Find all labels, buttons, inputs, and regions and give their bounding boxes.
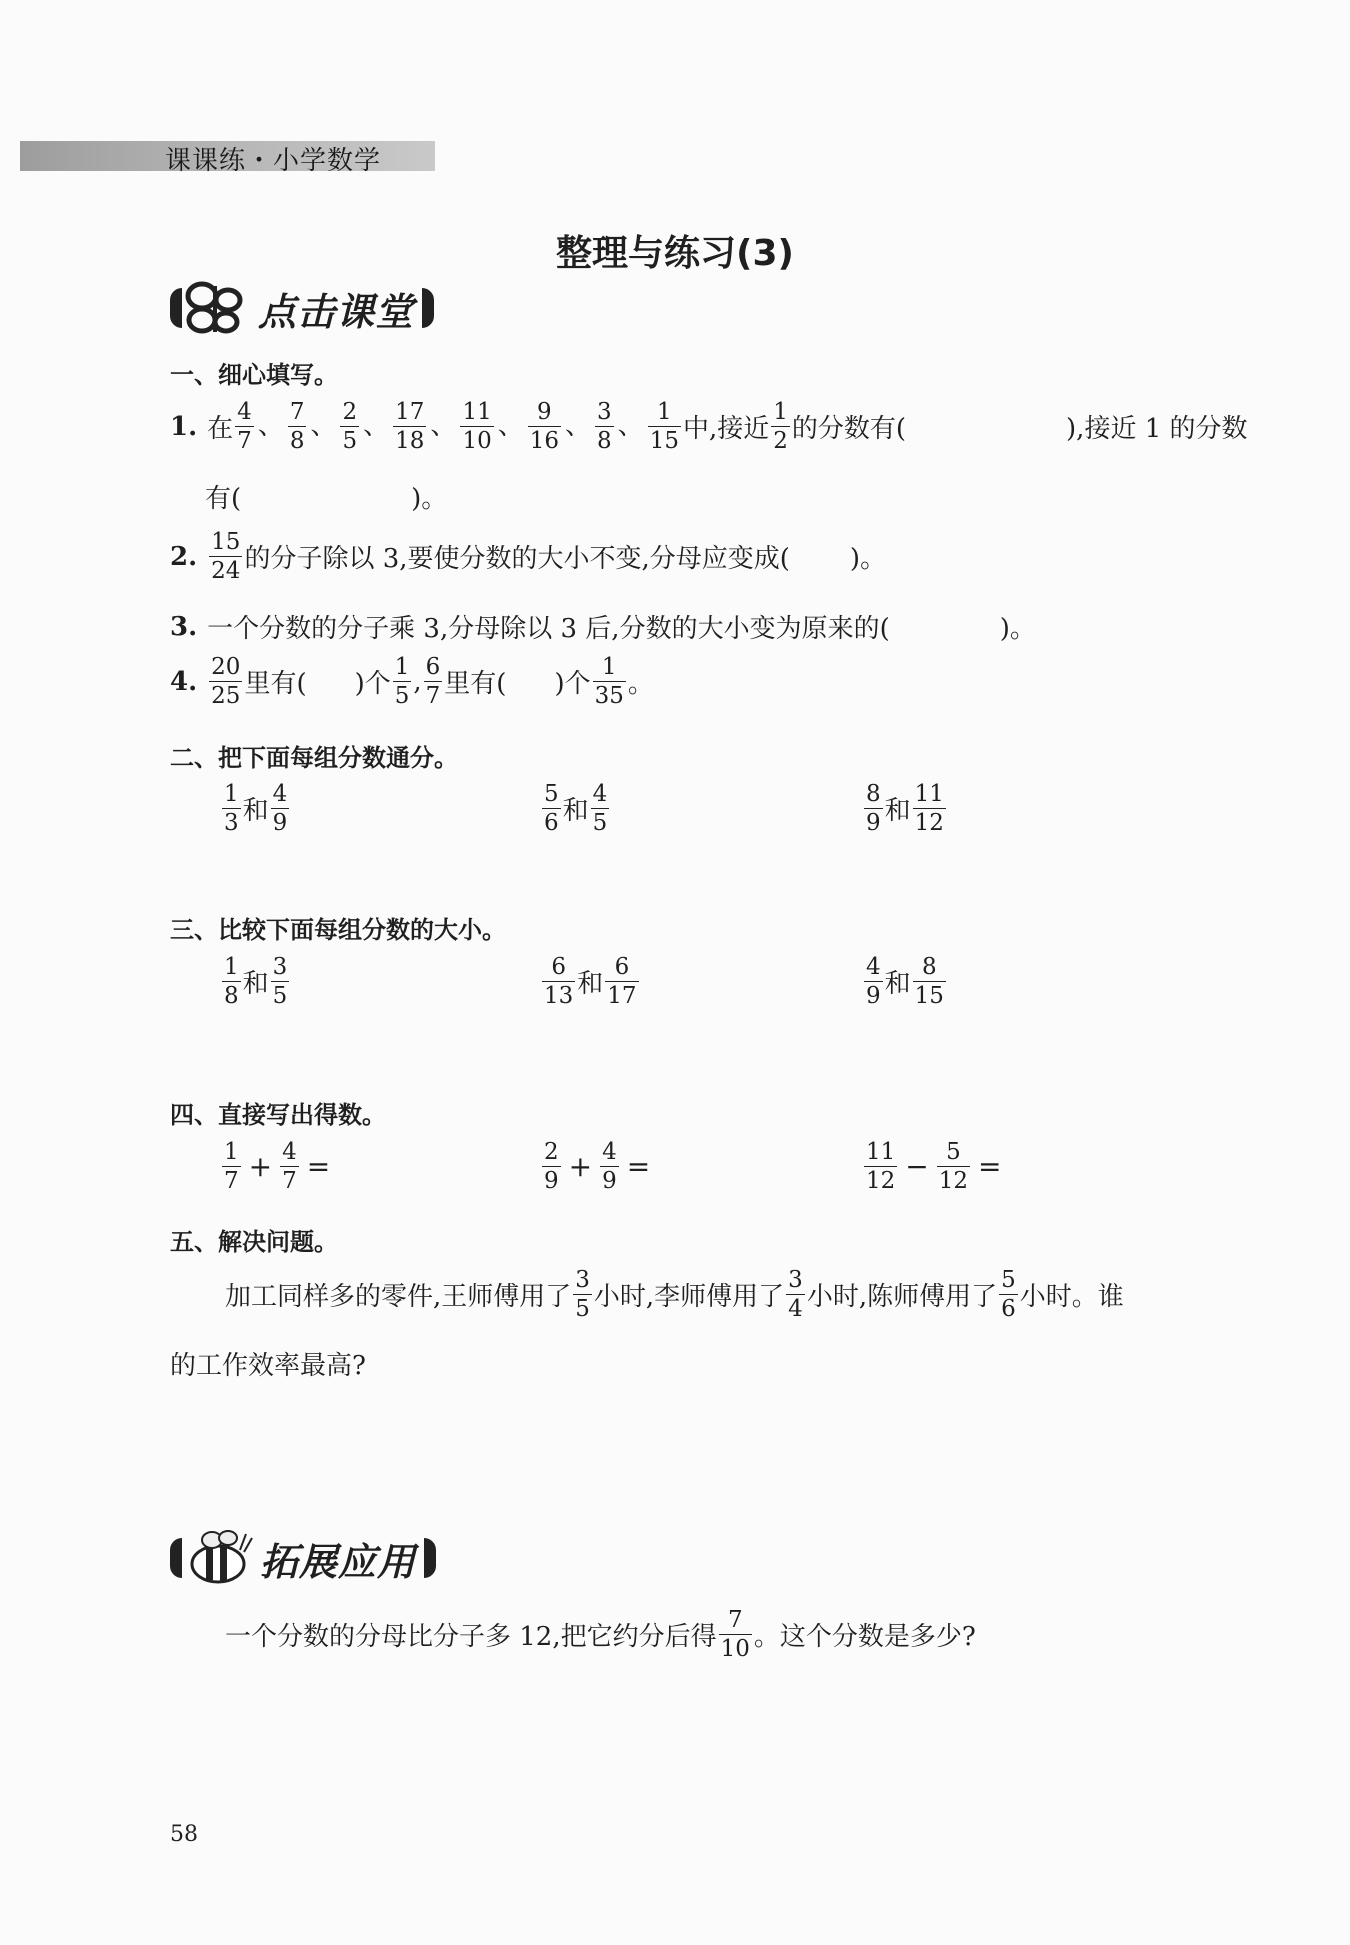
fraction [648, 400, 681, 453]
numerator: 4 [866, 954, 881, 980]
numerator: 1 [224, 781, 239, 807]
banner-right-bracket [424, 1538, 436, 1578]
q1-after-half: 的分数有( [791, 414, 907, 445]
joiner-text: 和 [242, 796, 269, 827]
fraction [864, 1140, 897, 1193]
numerator: 17 [395, 399, 425, 425]
numerator: 6 [551, 954, 566, 980]
q2-number: 2. [170, 541, 198, 572]
fraction-pair [220, 782, 291, 835]
denominator: 16 [529, 428, 560, 455]
section-banner-extension [170, 1530, 436, 1586]
joiner-text: 和 [884, 969, 911, 1000]
fraction-pair [220, 955, 291, 1008]
extension-problem [225, 1608, 976, 1661]
problem-text [225, 1268, 1124, 1321]
separator: 、 [565, 410, 592, 441]
denominator: 12 [914, 810, 944, 837]
denominator: 7 [282, 1168, 297, 1195]
denominator: 9 [866, 983, 881, 1010]
question-3 [170, 608, 1036, 645]
denominator: 9 [602, 1168, 617, 1195]
q2-text: 的分子除以 3,要使分数的大小不变,分母应变成( [244, 544, 790, 575]
fraction: $\frac{7}{10}$ [720, 1607, 750, 1663]
problem-text-line2: 的工作效率最高? [170, 1351, 366, 1381]
fraction: $\frac{6}{7}$ [425, 654, 441, 710]
denominator: 13 [544, 983, 574, 1010]
fraction-pair [862, 955, 948, 1008]
q4-text: , [413, 666, 422, 697]
denominator: 6 [544, 810, 559, 837]
joiner-text: 和 [577, 969, 604, 1000]
denominator: 12 [866, 1168, 896, 1195]
part5-heading: 五、解决问题。 [170, 1228, 338, 1256]
numerator: 4 [592, 781, 608, 807]
q1-close1: ),接近 1 的分数 [1066, 414, 1248, 445]
fraction [222, 955, 241, 1008]
part3-heading: 三、比较下面每组分数的大小。 [170, 916, 506, 944]
denominator: 9 [272, 810, 288, 837]
fraction [864, 955, 883, 1008]
fraction [605, 955, 638, 1008]
fraction-pair [862, 782, 948, 835]
fraction [913, 955, 946, 1008]
denominator: 7 [237, 428, 252, 455]
denominator: 9 [866, 810, 881, 837]
problem-text-part: 。这个分数是多少? [753, 1622, 976, 1653]
denominator: 15 [649, 428, 679, 455]
fraction [542, 782, 561, 835]
banner-title: 点击课堂 [258, 289, 415, 334]
fraction [222, 1140, 241, 1193]
numerator: 8 [921, 954, 937, 980]
fraction [542, 1140, 561, 1193]
question-4 [170, 655, 654, 708]
fraction: $\frac{3}{5}$ [575, 1267, 590, 1323]
q3-text: 一个分数的分子乘 3,分母除以 3 后,分数的大小变为原来的( [207, 614, 890, 644]
q3-end: )。 [999, 614, 1036, 644]
fraction [528, 400, 561, 453]
numerator: 4 [237, 399, 252, 425]
numerator: 3 [597, 399, 612, 425]
operator: + [248, 1150, 273, 1184]
fraction [222, 782, 241, 835]
separator: 、 [430, 410, 457, 441]
q1-line2-end: )。 [411, 484, 448, 514]
numerator: 3 [272, 954, 288, 980]
numerator: 1 [224, 954, 239, 980]
numerator: 4 [272, 781, 288, 807]
fraction [280, 1140, 299, 1193]
fraction: $\frac{20}{25}$ [211, 654, 241, 710]
fraction [937, 1140, 970, 1193]
fraction: $\frac{1}{5}$ [394, 654, 410, 710]
fraction-pair [540, 782, 611, 835]
denominator: 10 [462, 428, 492, 455]
calculation-item [220, 1140, 336, 1193]
problem-text-part: 一个分数的分母比分子多 12,把它约分后得 [225, 1622, 717, 1653]
numerator: 4 [602, 1139, 617, 1165]
numerator: 5 [946, 1139, 961, 1165]
series-header: 课课练・小学数学 [165, 146, 382, 176]
numerator: 5 [544, 781, 559, 807]
denominator: 18 [395, 428, 425, 455]
q4-text: 。 [627, 669, 654, 700]
denominator: 5 [342, 428, 358, 455]
operator: + [568, 1150, 593, 1184]
banner-right-bracket [422, 288, 434, 328]
numerator: 8 [866, 781, 881, 807]
denominator: 5 [592, 810, 608, 837]
denominator: 8 [597, 428, 612, 455]
numerator: 6 [614, 954, 630, 980]
q4-text: )个 [354, 669, 391, 700]
joiner-text: 和 [562, 796, 589, 827]
numerator: 2 [342, 399, 358, 425]
banner-left-bracket [170, 1538, 182, 1578]
fraction [288, 400, 307, 453]
joiner-text: 和 [884, 796, 911, 827]
fraction-one-half: $\frac{1}{2}$ [773, 399, 788, 455]
fraction [591, 782, 610, 835]
fraction: $\frac{5}{6}$ [1001, 1267, 1016, 1323]
fraction [235, 400, 254, 453]
fraction [271, 782, 290, 835]
numerator: 11 [866, 1139, 896, 1165]
denominator: 8 [289, 428, 305, 455]
question-1 [170, 400, 1248, 453]
separator: 、 [617, 410, 644, 441]
problem-text-part: 小时,李师傅用了 [593, 1282, 785, 1313]
numerator: 9 [537, 399, 552, 425]
equals-sign: = [306, 1150, 331, 1184]
question-1-line2 [205, 478, 447, 515]
denominator: 17 [607, 983, 637, 1010]
butterfly-icon [182, 278, 252, 338]
fraction [595, 400, 614, 453]
q1-prefix: 在 [207, 414, 234, 445]
numerator: 11 [914, 781, 944, 807]
q3-number: 3. [170, 611, 198, 642]
equals-sign: = [626, 1150, 651, 1184]
denominator: 3 [224, 810, 239, 837]
fraction [913, 782, 946, 835]
numerator: 4 [282, 1139, 297, 1165]
q1-fraction-list [233, 400, 683, 453]
fraction [393, 400, 426, 453]
fraction: $\frac{3}{4}$ [788, 1267, 803, 1323]
numerator: 7 [289, 399, 305, 425]
q1-mid: 中,接近 [682, 414, 770, 445]
denominator: 9 [544, 1168, 559, 1195]
fraction: $\frac{1}{35}$ [594, 654, 624, 710]
denominator: 7 [224, 1168, 239, 1195]
fraction [600, 1140, 619, 1193]
banner-title: 拓展应用 [260, 1539, 417, 1584]
q4-number: 4. [170, 666, 198, 697]
joiner-text: 和 [242, 969, 269, 1000]
denominator: 12 [938, 1168, 969, 1195]
q4-text: )个 [554, 669, 591, 700]
separator: 、 [257, 410, 284, 441]
banner-left-bracket [170, 288, 182, 328]
q4-text: 里有( [244, 669, 307, 700]
part2-heading: 二、把下面每组分数通分。 [170, 744, 458, 772]
separator: 、 [310, 410, 337, 441]
part4-heading: 四、直接写出得数。 [170, 1101, 386, 1129]
denominator: 15 [914, 983, 944, 1010]
fraction [460, 400, 493, 453]
page-title: 整理与练习(3) [556, 233, 794, 274]
q1-number: 1. [170, 411, 198, 442]
fraction [271, 955, 290, 1008]
section-banner-practice [170, 280, 434, 336]
part1-heading: 一、细心填写。 [170, 361, 338, 389]
q2-end: )。 [849, 544, 887, 575]
fraction [340, 400, 359, 453]
fraction-pair [540, 955, 641, 1008]
question-2 [170, 530, 886, 583]
calculation-item [540, 1140, 656, 1193]
numerator: 2 [544, 1139, 559, 1165]
numerator: 11 [462, 399, 492, 425]
bee-icon [182, 1528, 254, 1588]
operator: − [905, 1150, 929, 1184]
fraction [864, 782, 883, 835]
problem-text-part: 小时,陈师傅用了 [806, 1282, 998, 1313]
q4-text: 里有( [444, 669, 507, 700]
fraction: $\frac{15}{24}$ [211, 529, 241, 585]
problem-text-part: 加工同样多的零件,王师傅用了 [225, 1282, 572, 1313]
separator: 、 [363, 410, 390, 441]
calculation-item [862, 1140, 1008, 1193]
separator: 、 [497, 410, 524, 441]
numerator: 1 [224, 1139, 239, 1165]
equals-sign: = [978, 1150, 1002, 1184]
problem-text-part: 小时。谁 [1019, 1282, 1124, 1313]
page-number: 58 [170, 1822, 198, 1847]
numerator: 1 [657, 399, 672, 425]
denominator: 8 [224, 983, 239, 1010]
q1-line2: 有( [205, 484, 242, 514]
denominator: 5 [272, 983, 288, 1010]
fraction [542, 955, 575, 1008]
